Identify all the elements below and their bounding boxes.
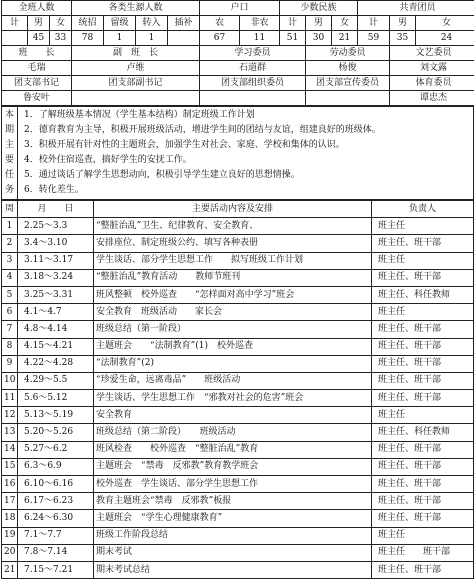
class-stats-table (1, 0, 474, 106)
stats-header-row (2, 1, 474, 16)
content-cell: 安全教育 (94, 407, 372, 424)
schedule-row (2, 390, 474, 407)
content-cell: 校外巡查 学生谈话、部分学生思想工作 (94, 476, 372, 493)
header-minority: 少数民族 (280, 1, 358, 16)
val-league-male: 35 (390, 31, 416, 46)
owner-cell: 班主任、班干部 (372, 561, 474, 578)
schedule-row (2, 493, 474, 510)
schedule-row (2, 338, 474, 355)
val-total-count (2, 31, 28, 46)
week-cell: 13 (2, 424, 18, 441)
name-study: 石道群 (200, 61, 306, 76)
week-cell: 3 (2, 252, 18, 269)
role-labor: 劳动委员 (306, 46, 390, 61)
header-dates: 月 日 (18, 201, 94, 218)
schedule-row (2, 476, 474, 493)
week-cell: 2 (2, 235, 18, 252)
dates-cell: 6.17～6.23 (18, 493, 94, 510)
dates-cell: 7.8～7.14 (18, 544, 94, 561)
val-total-male: 45 (28, 31, 50, 46)
name-league-vice-secretary (72, 91, 200, 106)
week-cell: 15 (2, 458, 18, 475)
dates-cell: 4.29～5.5 (18, 372, 94, 389)
content-cell: “珍爱生命，远离毒品” 班级活动 (94, 372, 372, 389)
week-cell: 20 (2, 544, 18, 561)
owner-cell: 班主任 (372, 407, 474, 424)
sub-source-regular: 统招 (72, 16, 104, 31)
sub-minority-count: 计 (280, 16, 306, 31)
header-week: 周 (2, 201, 18, 218)
schedule-row (2, 355, 474, 372)
owner-cell: 班主任 班干部 (372, 544, 474, 561)
val-total-female: 33 (50, 31, 72, 46)
sub-league-count: 计 (358, 16, 390, 31)
sub-source-transfer: 转入 (136, 16, 168, 31)
officer-roles-row-1 (2, 46, 474, 61)
owner-cell: 班主任 (372, 252, 474, 269)
dates-cell: 3.25～3.31 (18, 286, 94, 303)
sub-hukou-rural: 农 (200, 16, 240, 31)
task-item: 6．转化差生。 (24, 185, 84, 195)
content-cell: 班级总结（第一阶段） (94, 321, 372, 338)
schedule-row (2, 510, 474, 527)
schedule-row (2, 561, 474, 578)
val-source-repeat: 1 (104, 31, 136, 46)
dates-cell: 5.6～5.12 (18, 390, 94, 407)
stats-subheader-row (2, 16, 474, 31)
header-hukou: 户口 (200, 1, 280, 16)
role-league-secretary: 团支部书记 (2, 76, 72, 91)
header-owner: 负责人 (372, 201, 474, 218)
owner-cell: 班主任、班干部 (372, 390, 474, 407)
schedule-row (2, 218, 474, 235)
role-sports: 体育委员 (390, 76, 474, 91)
val-minority-count: 51 (280, 31, 306, 46)
role-vice-monitor: 副 班 长 (72, 46, 200, 61)
week-cell: 8 (2, 338, 18, 355)
owner-cell: 班主任、班干部 (372, 235, 474, 252)
schedule-row (2, 407, 474, 424)
role-arts: 文艺委员 (390, 46, 474, 61)
owner-cell: 班主任 (372, 218, 474, 235)
owner-cell: 班主任、班干部 (372, 321, 474, 338)
content-cell: 班风检查 校外巡查 “整脏治乱”教育 (94, 441, 372, 458)
week-cell: 19 (2, 527, 18, 544)
content-cell: “法制教育”(2) (94, 355, 372, 372)
sub-league-male: 男 (390, 16, 416, 31)
content-cell: “整脏治乱”卫生、纪律教育、安全教育、 (94, 218, 372, 235)
week-cell: 16 (2, 476, 18, 493)
name-sports: 谭忠杰 (390, 91, 474, 106)
owner-cell: 班主任、班干部 (372, 441, 474, 458)
owner-cell: 班主任 (372, 304, 474, 321)
task-item: 4．校外住宿巡查，搞好学生的安抚工作。 (24, 155, 192, 165)
tasks-table (1, 106, 474, 200)
week-cell: 10 (2, 372, 18, 389)
dates-cell: 7.1～7.7 (18, 527, 94, 544)
week-cell: 12 (2, 407, 18, 424)
schedule-row (2, 458, 474, 475)
week-cell: 6 (2, 304, 18, 321)
task-item: 2．德育教育为主导，积极开展班级活动，增进学生间的团结与友谊，组建良好的班级体。 (24, 125, 381, 135)
task-item: 3．积极开展有针对性的主题班会，加强学生对社会、家庭、学校和集体的认识。 (24, 140, 345, 150)
schedule-row (2, 527, 474, 544)
name-vice-monitor: 卢维 (72, 61, 200, 76)
dates-cell: 4.1～4.7 (18, 304, 94, 321)
name-labor: 杨俊 (306, 61, 390, 76)
dates-cell: 3.18～3.24 (18, 269, 94, 286)
sub-source-insert: 插补 (168, 16, 200, 31)
owner-cell: 班主任、班干部 (372, 476, 474, 493)
owner-cell: 班主任、班干部 (372, 269, 474, 286)
schedule-row (2, 286, 474, 303)
schedule-row (2, 544, 474, 561)
dates-cell: 5.13～5.19 (18, 407, 94, 424)
dates-cell: 7.15～7.21 (18, 561, 94, 578)
week-cell: 18 (2, 510, 18, 527)
tasks-label: 本期主要任务 (2, 107, 18, 200)
sub-total-count: 计 (2, 16, 28, 31)
content-cell: 班风整顿 校外巡查 “怎样面对高中学习”班会 (94, 286, 372, 303)
dates-cell: 5.27～6.2 (18, 441, 94, 458)
owner-cell: 班主任、科任教师 (372, 424, 474, 441)
val-league-female: 24 (416, 31, 474, 46)
officer-names-row-1 (2, 61, 474, 76)
name-arts: 刘文露 (390, 61, 474, 76)
dates-cell: 4.8～4.14 (18, 321, 94, 338)
owner-cell: 班主任、班干部 (372, 355, 474, 372)
officer-roles-row-2 (2, 76, 474, 91)
content-cell: 教育主题班会“禁毒 反邪教”板报 (94, 493, 372, 510)
content-cell: 学生谈话、学生思想工作 “邪教对社会的危害”班会 (94, 390, 372, 407)
task-item: 5．通过谈话了解学生思想动向，积极引导学生建立良好的思想情操。 (24, 170, 300, 180)
content-cell: 期末考试 (94, 544, 372, 561)
schedule-header-row (2, 201, 474, 218)
dates-cell: 2.25～3.3 (18, 218, 94, 235)
schedule-row (2, 252, 474, 269)
sub-source-repeat: 留级 (104, 16, 136, 31)
header-content: 主要活动内容及安排 (94, 201, 372, 218)
content-cell: “整脏治乱”教育活动 教师节班刊 (94, 269, 372, 286)
content-cell: 安排座位、制定班级公约、填写各种表册 (94, 235, 372, 252)
dates-cell: 4.22～4.28 (18, 355, 94, 372)
name-monitor: 毛瑞 (2, 61, 72, 76)
week-cell: 4 (2, 269, 18, 286)
header-total: 全班人数 (2, 1, 72, 16)
schedule-row (2, 304, 474, 321)
owner-cell: 班主任、班干部 (372, 372, 474, 389)
val-minority-male: 30 (306, 31, 332, 46)
val-minority-female: 21 (332, 31, 358, 46)
owner-cell: 班主任 (372, 527, 474, 544)
schedule-row (2, 424, 474, 441)
role-study: 学习委员 (200, 46, 306, 61)
owner-cell: 班主任、班干部 (372, 338, 474, 355)
sub-hukou-urban: 非农 (240, 16, 280, 31)
content-cell: 主题班会 “禁毒 反邪教”教育教学班会 (94, 458, 372, 475)
sub-total-male: 男 (28, 16, 50, 31)
schedule-row (2, 372, 474, 389)
val-hukou-urban: 11 (240, 31, 280, 46)
owner-cell: 班主任、班干部 (372, 458, 474, 475)
tasks-list (18, 107, 474, 200)
sub-league-female: 女 (416, 16, 474, 31)
dates-cell: 4.15～4.21 (18, 338, 94, 355)
week-cell: 7 (2, 321, 18, 338)
name-league-propaganda (306, 91, 390, 106)
schedule-row (2, 441, 474, 458)
content-cell: 安全教育 班级活动 家长会 (94, 304, 372, 321)
val-source-transfer: 1 (136, 31, 168, 46)
dates-cell: 3.11～3.17 (18, 252, 94, 269)
name-league-organization (200, 91, 306, 106)
schedule-row (2, 321, 474, 338)
header-source: 各类生源人数 (72, 1, 200, 16)
val-league-count: 59 (358, 31, 390, 46)
officer-names-row-2 (2, 91, 474, 106)
dates-cell: 6.24～6.30 (18, 510, 94, 527)
week-cell: 21 (2, 561, 18, 578)
header-league: 共青团员 (358, 1, 474, 16)
role-league-vice-secretary: 团支部副书记 (72, 76, 200, 91)
week-cell: 1 (2, 218, 18, 235)
sub-total-female: 女 (50, 16, 72, 31)
week-cell: 17 (2, 493, 18, 510)
owner-cell: 班主任、班干部 (372, 493, 474, 510)
content-cell: 学生谈话、部分学生思想工作 拟写班级工作计划 (94, 252, 372, 269)
stats-values-row (2, 31, 474, 46)
dates-cell: 6.10～6.16 (18, 476, 94, 493)
schedule-row (2, 269, 474, 286)
week-cell: 9 (2, 355, 18, 372)
content-cell: 班级工作阶段总结 (94, 527, 372, 544)
task-item: 1．了解班级基本情况（学生基本结构）制定班级工作计划 (24, 110, 255, 120)
role-monitor: 班 长 (2, 46, 72, 61)
content-cell: 主题班会 “学生心理健康教育” (94, 510, 372, 527)
content-cell: 主题班会 “法制教育”(1) 校外巡查 (94, 338, 372, 355)
schedule-row (2, 235, 474, 252)
tasks-row (2, 107, 474, 200)
dates-cell: 6.3～6.9 (18, 458, 94, 475)
week-cell: 11 (2, 390, 18, 407)
schedule-body (2, 218, 474, 579)
val-hukou-rural: 67 (200, 31, 240, 46)
val-source-insert (168, 31, 200, 46)
week-cell: 5 (2, 286, 18, 303)
name-league-secretary: 鲁安叶 (2, 91, 72, 106)
role-league-propaganda: 团支部宣传委员 (306, 76, 390, 91)
dates-cell: 5.20～5.26 (18, 424, 94, 441)
role-league-organization: 团支部组织委员 (200, 76, 306, 91)
sub-minority-male: 男 (306, 16, 332, 31)
owner-cell: 班主任、班干部 (372, 510, 474, 527)
owner-cell: 班主任、科任教师 (372, 286, 474, 303)
content-cell: 班级总结（第二阶段） 班级活动 (94, 424, 372, 441)
sub-minority-female: 女 (332, 16, 358, 31)
dates-cell: 3.4～3.10 (18, 235, 94, 252)
schedule-table (1, 200, 474, 579)
week-cell: 14 (2, 441, 18, 458)
content-cell: 期末考试总结 (94, 561, 372, 578)
val-source-regular: 78 (72, 31, 104, 46)
